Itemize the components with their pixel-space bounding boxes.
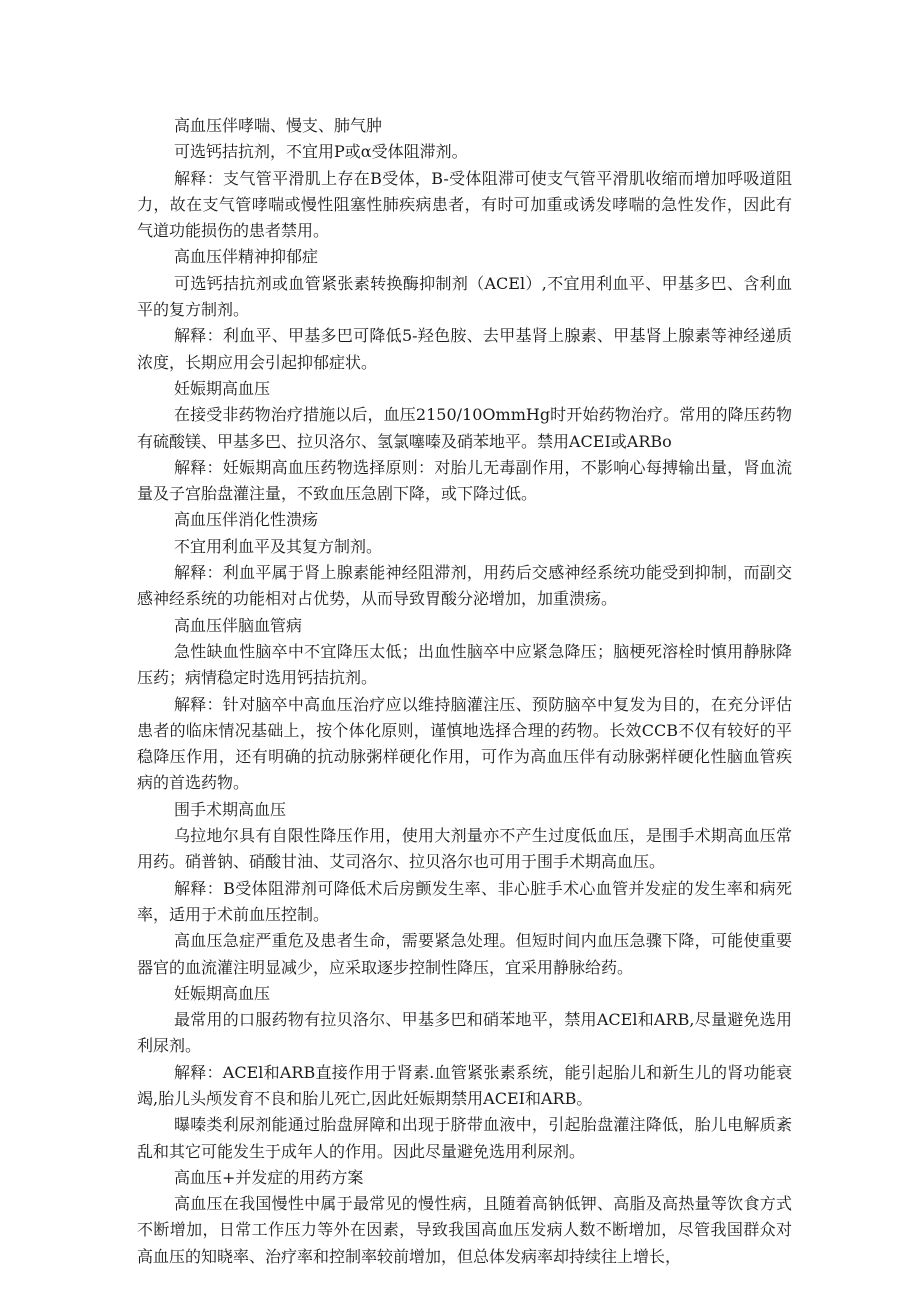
paragraph-asthma-explanation: 解释：支气管平滑肌上存在B受体，B-受体阻滞可使支气管平滑肌收缩而增加呼吸道阻力，故在支气管哮喘或慢性阻塞性肺疾病患者，有时可加重或诱发哮喘的急性发作，因此有气道功能损伤的患者禁用。 [137,168,792,241]
heading-asthma: 高血压伴哮喘、慢支、肺气肿 [174,116,383,135]
heading-complication-plan: 高血压+并发症的用药方案 [174,1167,364,1187]
paragraph-pregnancy-drugs: 在接受非药物治疗措施以后，血压2150/10OmmHg时开始药物治疗。常用的降压药物有硫酸镁、甲基多巴、拉贝洛尔、氢氯噻嗪及硝苯地平。禁用ACEI或ARBo [137,405,792,451]
paragraph-perioperative-explanation: 解释：B受体阻滞剂可降低术后房颤发生率、非心脏手术心血管并发症的发生率和病死率，适用于术前血压控制。 [137,878,792,924]
paragraph-asthma-drugs: 可选钙拮抗剂，不宜用P或α受体阻滞剂。 [174,142,468,162]
paragraph-hypertensive-emergency: 高血压急症严重危及患者生命，需要紧急处理。但短时间内血压急骤下降，可能使重要器官的血流灌注明显减少，应采取逐步控制性降压，宜采用静脉给药。 [137,931,792,977]
paragraph-cerebrovascular-drugs: 急性缺血性脑卒中不宜降压太低；出血性脑卒中应紧急降压；脑梗死溶栓时慎用静脉降压药；病情稳定时选用钙拮抗剂。 [137,641,792,688]
heading-pregnancy-2: 妊娠期高血压 [174,983,271,1003]
paragraph-pregnancy-acei-explanation: 解释：ACEl和ARB直接作用于肾素.血管紧张素系统，能引起胎儿和新生儿的肾功能衰竭,胎儿头颅发育不良和胎儿死亡,因此妊娠期禁用ACEI和ARB。 [137,1062,792,1108]
paragraph-ulcer-drugs: 不宜用利血平及其复方制剂。 [174,536,383,556]
paragraph-complication-intro: 高血压在我国慢性中属于最常见的慢性病，且随着高钠低钾、高脂及高热量等饮食方式不断增加，日常工作压力等外在因素，导致我国高血压发病人数不断增加，尽管我国群众对高血压的知晓率、治疗率和控制率较前增加，但总体发病率却持续往上增长， [137,1194,792,1266]
paragraph-ulcer-explanation: 解释：利血平属于肾上腺素能神经阻滞剂，用药后交感神经系统功能受到抑制，而副交感神经系统的功能相对占优势，从而导致胃酸分泌增加，加重溃疡。 [137,563,792,609]
heading-depression: 高血压伴精神抑郁症 [174,247,319,267]
paragraph-thiazide-diuretics: 曝嗪类利尿剂能通过胎盘屏障和出现于脐带血液中，引起胎盘灌注降低，胎儿电解质紊乱和其它可能发生于成年人的作用。因此尽量避免选用利尿剂。 [137,1115,792,1161]
paragraph-depression-drugs: 可选钙拮抗剂或血管紧张素转换酶抑制剂（ACEl）,不宜用利血平、甲基多巴、含利血平的复方制剂。 [137,273,792,320]
heading-peptic-ulcer: 高血压伴消化性溃疡 [174,510,319,530]
heading-perioperative: 围手术期高血压 [174,799,287,819]
paragraph-perioperative-drugs: 乌拉地尔具有自限性降压作用，使用大剂量亦不产生过度低血压，是围手术期高血压常用药。硝普钠、硝酸甘油、艾司洛尔、拉贝洛尔也可用于围手术期高血压。 [137,826,792,872]
heading-pregnancy: 妊娠期高血压 [174,378,271,398]
paragraph-depression-explanation: 解释：利血平、甲基多巴可降低5-羟色胺、去甲基肾上腺素、甲基肾上腺素等神经递质浓度，长期应用会引起抑郁症状。 [137,326,792,372]
document-page [137,113,792,1270]
heading-cerebrovascular: 高血压伴脑血管病 [174,615,303,635]
paragraph-pregnancy-explanation: 解释：妊娠期高血压药物选择原则：对胎儿无毒副作用，不影响心每搏输出量，肾血流量及子宫胎盘灌注量，不致血压急剧下降，或下降过低。 [137,457,792,504]
paragraph-cerebrovascular-explanation: 解释：针对脑卒中高血压治疗应以维持脑灌注压、预防脑卒中复发为目的，在充分评估患者的临床情况基础上，按个体化原则，谨慎地选择合理的药物。长效CCB不仅有较好的平稳降压作用，还有明确的抗动脉粥样硬化作用，可作为高血压伴有动脉粥样硬化性脑血管疾病的首选药物。 [137,694,792,793]
paragraph-pregnancy-oral-drugs: 最常用的口服药物有拉贝洛尔、甲基多巴和硝苯地平，禁用ACEl和ARB,尽量避免选用利尿剂。 [137,1010,792,1056]
